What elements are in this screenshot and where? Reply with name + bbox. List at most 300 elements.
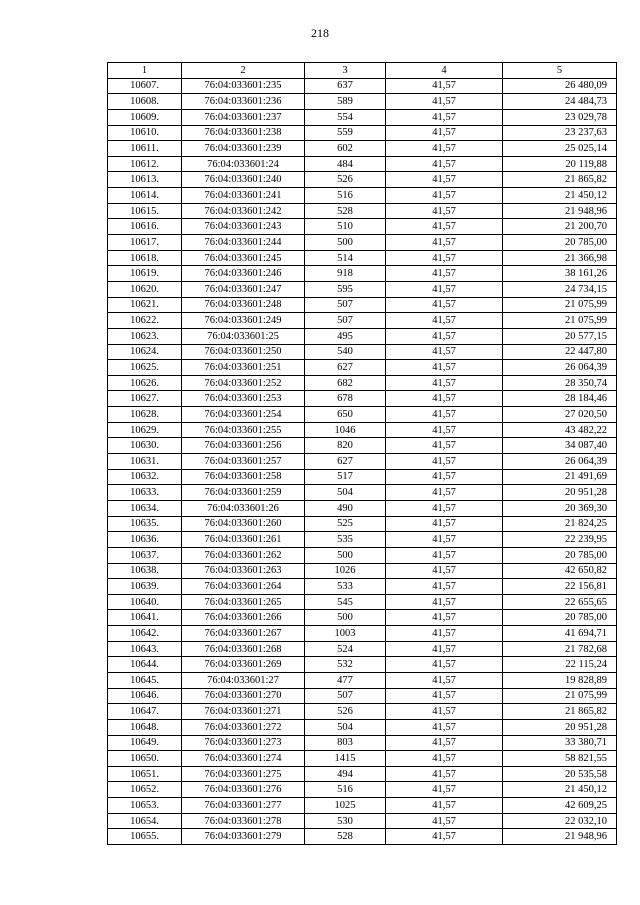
rate-cell: 41,57 [386, 391, 503, 407]
row-number-cell: 10646. [108, 688, 182, 704]
cadastral-number-cell: 76:04:033601:27 [182, 672, 305, 688]
rate-cell: 41,57 [386, 672, 503, 688]
table-row [108, 829, 617, 845]
rate-cell: 41,57 [386, 798, 503, 814]
area-cell: 1003 [305, 626, 386, 642]
amount-cell: 21 865,82 [503, 704, 617, 720]
table-row [108, 500, 617, 516]
rate-cell: 41,57 [386, 516, 503, 532]
area-cell: 650 [305, 407, 386, 423]
amount-cell: 23 237,63 [503, 125, 617, 141]
table-row [108, 407, 617, 423]
amount-cell: 21 075,99 [503, 297, 617, 313]
area-cell: 545 [305, 594, 386, 610]
cadastral-number-cell: 76:04:033601:251 [182, 360, 305, 376]
area-cell: 918 [305, 266, 386, 282]
cadastral-number-cell: 76:04:033601:241 [182, 188, 305, 204]
amount-cell: 58 821,55 [503, 751, 617, 767]
rate-cell: 41,57 [386, 125, 503, 141]
rate-cell: 41,57 [386, 438, 503, 454]
area-cell: 678 [305, 391, 386, 407]
rate-cell: 41,57 [386, 469, 503, 485]
area-cell: 504 [305, 485, 386, 501]
amount-cell: 38 161,26 [503, 266, 617, 282]
area-cell: 528 [305, 829, 386, 845]
header-row [108, 63, 617, 79]
row-number-cell: 10617. [108, 235, 182, 251]
amount-cell: 22 156,81 [503, 579, 617, 595]
row-number-cell: 10628. [108, 407, 182, 423]
row-number-cell: 10620. [108, 281, 182, 297]
cadastral-number-cell: 76:04:033601:252 [182, 375, 305, 391]
column-header-2: 2 [182, 63, 305, 79]
row-number-cell: 10630. [108, 438, 182, 454]
table-row [108, 125, 617, 141]
area-cell: 516 [305, 782, 386, 798]
cadastral-number-cell: 76:04:033601:246 [182, 266, 305, 282]
rate-cell: 41,57 [386, 626, 503, 642]
rate-cell: 41,57 [386, 281, 503, 297]
amount-cell: 24 484,73 [503, 94, 617, 110]
area-cell: 559 [305, 125, 386, 141]
column-header-5: 5 [503, 63, 617, 79]
page-number: 218 [311, 26, 329, 40]
table-row [108, 547, 617, 563]
area-cell: 803 [305, 735, 386, 751]
table-row [108, 751, 617, 767]
cadastral-number-cell: 76:04:033601:250 [182, 344, 305, 360]
row-number-cell: 10648. [108, 719, 182, 735]
table-row [108, 672, 617, 688]
amount-cell: 26 480,09 [503, 78, 617, 94]
amount-cell: 21 782,68 [503, 641, 617, 657]
area-cell: 507 [305, 688, 386, 704]
area-cell: 526 [305, 704, 386, 720]
area-cell: 500 [305, 610, 386, 626]
table-row [108, 422, 617, 438]
cadastral-number-cell: 76:04:033601:256 [182, 438, 305, 454]
row-number-cell: 10654. [108, 813, 182, 829]
area-cell: 535 [305, 532, 386, 548]
cadastral-number-cell: 76:04:033601:277 [182, 798, 305, 814]
area-cell: 602 [305, 141, 386, 157]
rate-cell: 41,57 [386, 766, 503, 782]
cadastral-number-cell: 76:04:033601:275 [182, 766, 305, 782]
row-number-cell: 10609. [108, 109, 182, 125]
row-number-cell: 10640. [108, 594, 182, 610]
rate-cell: 41,57 [386, 172, 503, 188]
amount-cell: 21 491,69 [503, 469, 617, 485]
row-number-cell: 10608. [108, 94, 182, 110]
rate-cell: 41,57 [386, 250, 503, 266]
rate-cell: 41,57 [386, 219, 503, 235]
area-cell: 517 [305, 469, 386, 485]
table-header [108, 63, 617, 79]
rate-cell: 41,57 [386, 719, 503, 735]
amount-cell: 20 785,00 [503, 235, 617, 251]
cadastral-number-cell: 76:04:033601:259 [182, 485, 305, 501]
amount-cell: 21 865,82 [503, 172, 617, 188]
cadastral-number-cell: 76:04:033601:258 [182, 469, 305, 485]
rate-cell: 41,57 [386, 422, 503, 438]
area-cell: 514 [305, 250, 386, 266]
cadastral-number-cell: 76:04:033601:268 [182, 641, 305, 657]
rate-cell: 41,57 [386, 109, 503, 125]
table-row [108, 328, 617, 344]
table-row [108, 188, 617, 204]
area-cell: 637 [305, 78, 386, 94]
area-cell: 490 [305, 500, 386, 516]
rate-cell: 41,57 [386, 829, 503, 845]
area-cell: 554 [305, 109, 386, 125]
rate-cell: 41,57 [386, 188, 503, 204]
amount-cell: 21 948,96 [503, 203, 617, 219]
cadastral-number-cell: 76:04:033601:237 [182, 109, 305, 125]
amount-cell: 22 115,24 [503, 657, 617, 673]
cadastral-number-cell: 76:04:033601:26 [182, 500, 305, 516]
rate-cell: 41,57 [386, 688, 503, 704]
table-row [108, 172, 617, 188]
table-row [108, 313, 617, 329]
area-cell: 526 [305, 172, 386, 188]
table-row [108, 94, 617, 110]
table-row [108, 156, 617, 172]
cadastral-number-cell: 76:04:033601:262 [182, 547, 305, 563]
row-number-cell: 10619. [108, 266, 182, 282]
amount-cell: 21 200,70 [503, 219, 617, 235]
table-row [108, 375, 617, 391]
cadastral-number-cell: 76:04:033601:270 [182, 688, 305, 704]
row-number-cell: 10649. [108, 735, 182, 751]
cadastral-number-cell: 76:04:033601:242 [182, 203, 305, 219]
cadastral-number-cell: 76:04:033601:244 [182, 235, 305, 251]
area-cell: 507 [305, 313, 386, 329]
cadastral-number-cell: 76:04:033601:271 [182, 704, 305, 720]
cadastral-number-cell: 76:04:033601:269 [182, 657, 305, 673]
cadastral-number-cell: 76:04:033601:254 [182, 407, 305, 423]
row-number-cell: 10626. [108, 375, 182, 391]
table-row [108, 657, 617, 673]
cadastral-number-cell: 76:04:033601:239 [182, 141, 305, 157]
amount-cell: 21 075,99 [503, 313, 617, 329]
cadastral-number-cell: 76:04:033601:248 [182, 297, 305, 313]
row-number-cell: 10624. [108, 344, 182, 360]
area-cell: 589 [305, 94, 386, 110]
row-number-cell: 10612. [108, 156, 182, 172]
table-row [108, 485, 617, 501]
row-number-cell: 10652. [108, 782, 182, 798]
amount-cell: 20 951,28 [503, 485, 617, 501]
amount-cell: 42 609,25 [503, 798, 617, 814]
table-row [108, 235, 617, 251]
rate-cell: 41,57 [386, 579, 503, 595]
cadastral-number-cell: 76:04:033601:267 [182, 626, 305, 642]
area-cell: 524 [305, 641, 386, 657]
table-row [108, 579, 617, 595]
row-number-cell: 10639. [108, 579, 182, 595]
cadastral-number-cell: 76:04:033601:249 [182, 313, 305, 329]
rate-cell: 41,57 [386, 407, 503, 423]
row-number-cell: 10641. [108, 610, 182, 626]
cadastral-number-cell: 76:04:033601:235 [182, 78, 305, 94]
amount-cell: 26 064,39 [503, 360, 617, 376]
area-cell: 532 [305, 657, 386, 673]
row-number-cell: 10650. [108, 751, 182, 767]
table-row [108, 109, 617, 125]
row-number-cell: 10637. [108, 547, 182, 563]
table-row [108, 141, 617, 157]
column-header-1: 1 [108, 63, 182, 79]
row-number-cell: 10629. [108, 422, 182, 438]
rate-cell: 41,57 [386, 141, 503, 157]
amount-cell: 26 064,39 [503, 454, 617, 470]
table-row [108, 641, 617, 657]
amount-cell: 42 650,82 [503, 563, 617, 579]
table-body [108, 78, 617, 844]
row-number-cell: 10655. [108, 829, 182, 845]
row-number-cell: 10625. [108, 360, 182, 376]
area-cell: 820 [305, 438, 386, 454]
rate-cell: 41,57 [386, 454, 503, 470]
table-row [108, 391, 617, 407]
rate-cell: 41,57 [386, 94, 503, 110]
area-cell: 682 [305, 375, 386, 391]
area-cell: 495 [305, 328, 386, 344]
table-row [108, 360, 617, 376]
amount-cell: 21 450,12 [503, 782, 617, 798]
amount-cell: 41 694,71 [503, 626, 617, 642]
cadastral-number-cell: 76:04:033601:25 [182, 328, 305, 344]
amount-cell: 22 239,95 [503, 532, 617, 548]
cadastral-number-cell: 76:04:033601:236 [182, 94, 305, 110]
row-number-cell: 10644. [108, 657, 182, 673]
rate-cell: 41,57 [386, 328, 503, 344]
area-cell: 528 [305, 203, 386, 219]
row-number-cell: 10642. [108, 626, 182, 642]
cadastral-number-cell: 76:04:033601:266 [182, 610, 305, 626]
cadastral-number-cell: 76:04:033601:279 [182, 829, 305, 845]
rate-cell: 41,57 [386, 704, 503, 720]
amount-cell: 23 029,78 [503, 109, 617, 125]
row-number-cell: 10635. [108, 516, 182, 532]
rate-cell: 41,57 [386, 360, 503, 376]
column-header-3: 3 [305, 63, 386, 79]
amount-cell: 20 577,15 [503, 328, 617, 344]
rate-cell: 41,57 [386, 563, 503, 579]
cadastral-number-cell: 76:04:033601:276 [182, 782, 305, 798]
rate-cell: 41,57 [386, 297, 503, 313]
rate-cell: 41,57 [386, 782, 503, 798]
cadastral-number-cell: 76:04:033601:278 [182, 813, 305, 829]
area-cell: 1025 [305, 798, 386, 814]
area-cell: 525 [305, 516, 386, 532]
table-row [108, 438, 617, 454]
rate-cell: 41,57 [386, 78, 503, 94]
amount-cell: 34 087,40 [503, 438, 617, 454]
table-row [108, 704, 617, 720]
rate-cell: 41,57 [386, 813, 503, 829]
rate-cell: 41,57 [386, 547, 503, 563]
registry-table [107, 62, 617, 845]
rate-cell: 41,57 [386, 594, 503, 610]
amount-cell: 20 785,00 [503, 610, 617, 626]
rate-cell: 41,57 [386, 735, 503, 751]
table-row [108, 78, 617, 94]
area-cell: 530 [305, 813, 386, 829]
table-row [108, 344, 617, 360]
table-row [108, 516, 617, 532]
amount-cell: 22 655,65 [503, 594, 617, 610]
area-cell: 1046 [305, 422, 386, 438]
table-row [108, 469, 617, 485]
row-number-cell: 10607. [108, 78, 182, 94]
area-cell: 540 [305, 344, 386, 360]
cadastral-number-cell: 76:04:033601:263 [182, 563, 305, 579]
cadastral-number-cell: 76:04:033601:264 [182, 579, 305, 595]
row-number-cell: 10615. [108, 203, 182, 219]
cadastral-number-cell: 76:04:033601:257 [182, 454, 305, 470]
rate-cell: 41,57 [386, 375, 503, 391]
area-cell: 627 [305, 360, 386, 376]
row-number-cell: 10634. [108, 500, 182, 516]
rate-cell: 41,57 [386, 532, 503, 548]
amount-cell: 28 350,74 [503, 375, 617, 391]
table-row [108, 203, 617, 219]
amount-cell: 21 450,12 [503, 188, 617, 204]
table-row [108, 782, 617, 798]
row-number-cell: 10638. [108, 563, 182, 579]
row-number-cell: 10618. [108, 250, 182, 266]
rate-cell: 41,57 [386, 266, 503, 282]
table-row [108, 798, 617, 814]
area-cell: 510 [305, 219, 386, 235]
cadastral-number-cell: 76:04:033601:243 [182, 219, 305, 235]
row-number-cell: 10614. [108, 188, 182, 204]
table-row [108, 563, 617, 579]
row-number-cell: 10651. [108, 766, 182, 782]
amount-cell: 20 951,28 [503, 719, 617, 735]
amount-cell: 20 535,58 [503, 766, 617, 782]
rate-cell: 41,57 [386, 313, 503, 329]
area-cell: 1026 [305, 563, 386, 579]
row-number-cell: 10632. [108, 469, 182, 485]
row-number-cell: 10636. [108, 532, 182, 548]
table-row [108, 532, 617, 548]
area-cell: 494 [305, 766, 386, 782]
table-row [108, 266, 617, 282]
rate-cell: 41,57 [386, 235, 503, 251]
row-number-cell: 10647. [108, 704, 182, 720]
row-number-cell: 10631. [108, 454, 182, 470]
row-number-cell: 10616. [108, 219, 182, 235]
row-number-cell: 10621. [108, 297, 182, 313]
row-number-cell: 10623. [108, 328, 182, 344]
cadastral-number-cell: 76:04:033601:240 [182, 172, 305, 188]
area-cell: 477 [305, 672, 386, 688]
rate-cell: 41,57 [386, 344, 503, 360]
table-row [108, 594, 617, 610]
table-row [108, 250, 617, 266]
cadastral-number-cell: 76:04:033601:273 [182, 735, 305, 751]
row-number-cell: 10627. [108, 391, 182, 407]
area-cell: 500 [305, 235, 386, 251]
row-number-cell: 10653. [108, 798, 182, 814]
amount-cell: 27 020,50 [503, 407, 617, 423]
table-row [108, 688, 617, 704]
amount-cell: 21 366,98 [503, 250, 617, 266]
area-cell: 516 [305, 188, 386, 204]
cadastral-number-cell: 76:04:033601:238 [182, 125, 305, 141]
amount-cell: 28 184,46 [503, 391, 617, 407]
rate-cell: 41,57 [386, 500, 503, 516]
table-row [108, 735, 617, 751]
row-number-cell: 10633. [108, 485, 182, 501]
amount-cell: 21 824,25 [503, 516, 617, 532]
row-number-cell: 10622. [108, 313, 182, 329]
table-row [108, 281, 617, 297]
area-cell: 533 [305, 579, 386, 595]
cadastral-number-cell: 76:04:033601:274 [182, 751, 305, 767]
amount-cell: 22 032,10 [503, 813, 617, 829]
area-cell: 595 [305, 281, 386, 297]
area-cell: 627 [305, 454, 386, 470]
table-row [108, 719, 617, 735]
amount-cell: 24 734,15 [503, 281, 617, 297]
column-header-4: 4 [386, 63, 503, 79]
rate-cell: 41,57 [386, 203, 503, 219]
area-cell: 1415 [305, 751, 386, 767]
row-number-cell: 10613. [108, 172, 182, 188]
cadastral-number-cell: 76:04:033601:247 [182, 281, 305, 297]
row-number-cell: 10610. [108, 125, 182, 141]
table-row [108, 813, 617, 829]
cadastral-number-cell: 76:04:033601:265 [182, 594, 305, 610]
table-row [108, 626, 617, 642]
amount-cell: 22 447,80 [503, 344, 617, 360]
cadastral-number-cell: 76:04:033601:261 [182, 532, 305, 548]
amount-cell: 19 828,89 [503, 672, 617, 688]
rate-cell: 41,57 [386, 156, 503, 172]
amount-cell: 20 369,30 [503, 500, 617, 516]
cadastral-number-cell: 76:04:033601:245 [182, 250, 305, 266]
cadastral-number-cell: 76:04:033601:272 [182, 719, 305, 735]
rate-cell: 41,57 [386, 610, 503, 626]
rate-cell: 41,57 [386, 485, 503, 501]
rate-cell: 41,57 [386, 751, 503, 767]
amount-cell: 43 482,22 [503, 422, 617, 438]
row-number-cell: 10645. [108, 672, 182, 688]
cadastral-number-cell: 76:04:033601:260 [182, 516, 305, 532]
rate-cell: 41,57 [386, 641, 503, 657]
area-cell: 500 [305, 547, 386, 563]
area-cell: 504 [305, 719, 386, 735]
table-row [108, 766, 617, 782]
cadastral-number-cell: 76:04:033601:255 [182, 422, 305, 438]
rate-cell: 41,57 [386, 657, 503, 673]
amount-cell: 20 119,88 [503, 156, 617, 172]
table-row [108, 610, 617, 626]
area-cell: 484 [305, 156, 386, 172]
table-row [108, 297, 617, 313]
amount-cell: 21 948,96 [503, 829, 617, 845]
amount-cell: 33 380,71 [503, 735, 617, 751]
amount-cell: 21 075,99 [503, 688, 617, 704]
area-cell: 507 [305, 297, 386, 313]
cadastral-number-cell: 76:04:033601:253 [182, 391, 305, 407]
row-number-cell: 10643. [108, 641, 182, 657]
table-row [108, 454, 617, 470]
row-number-cell: 10611. [108, 141, 182, 157]
